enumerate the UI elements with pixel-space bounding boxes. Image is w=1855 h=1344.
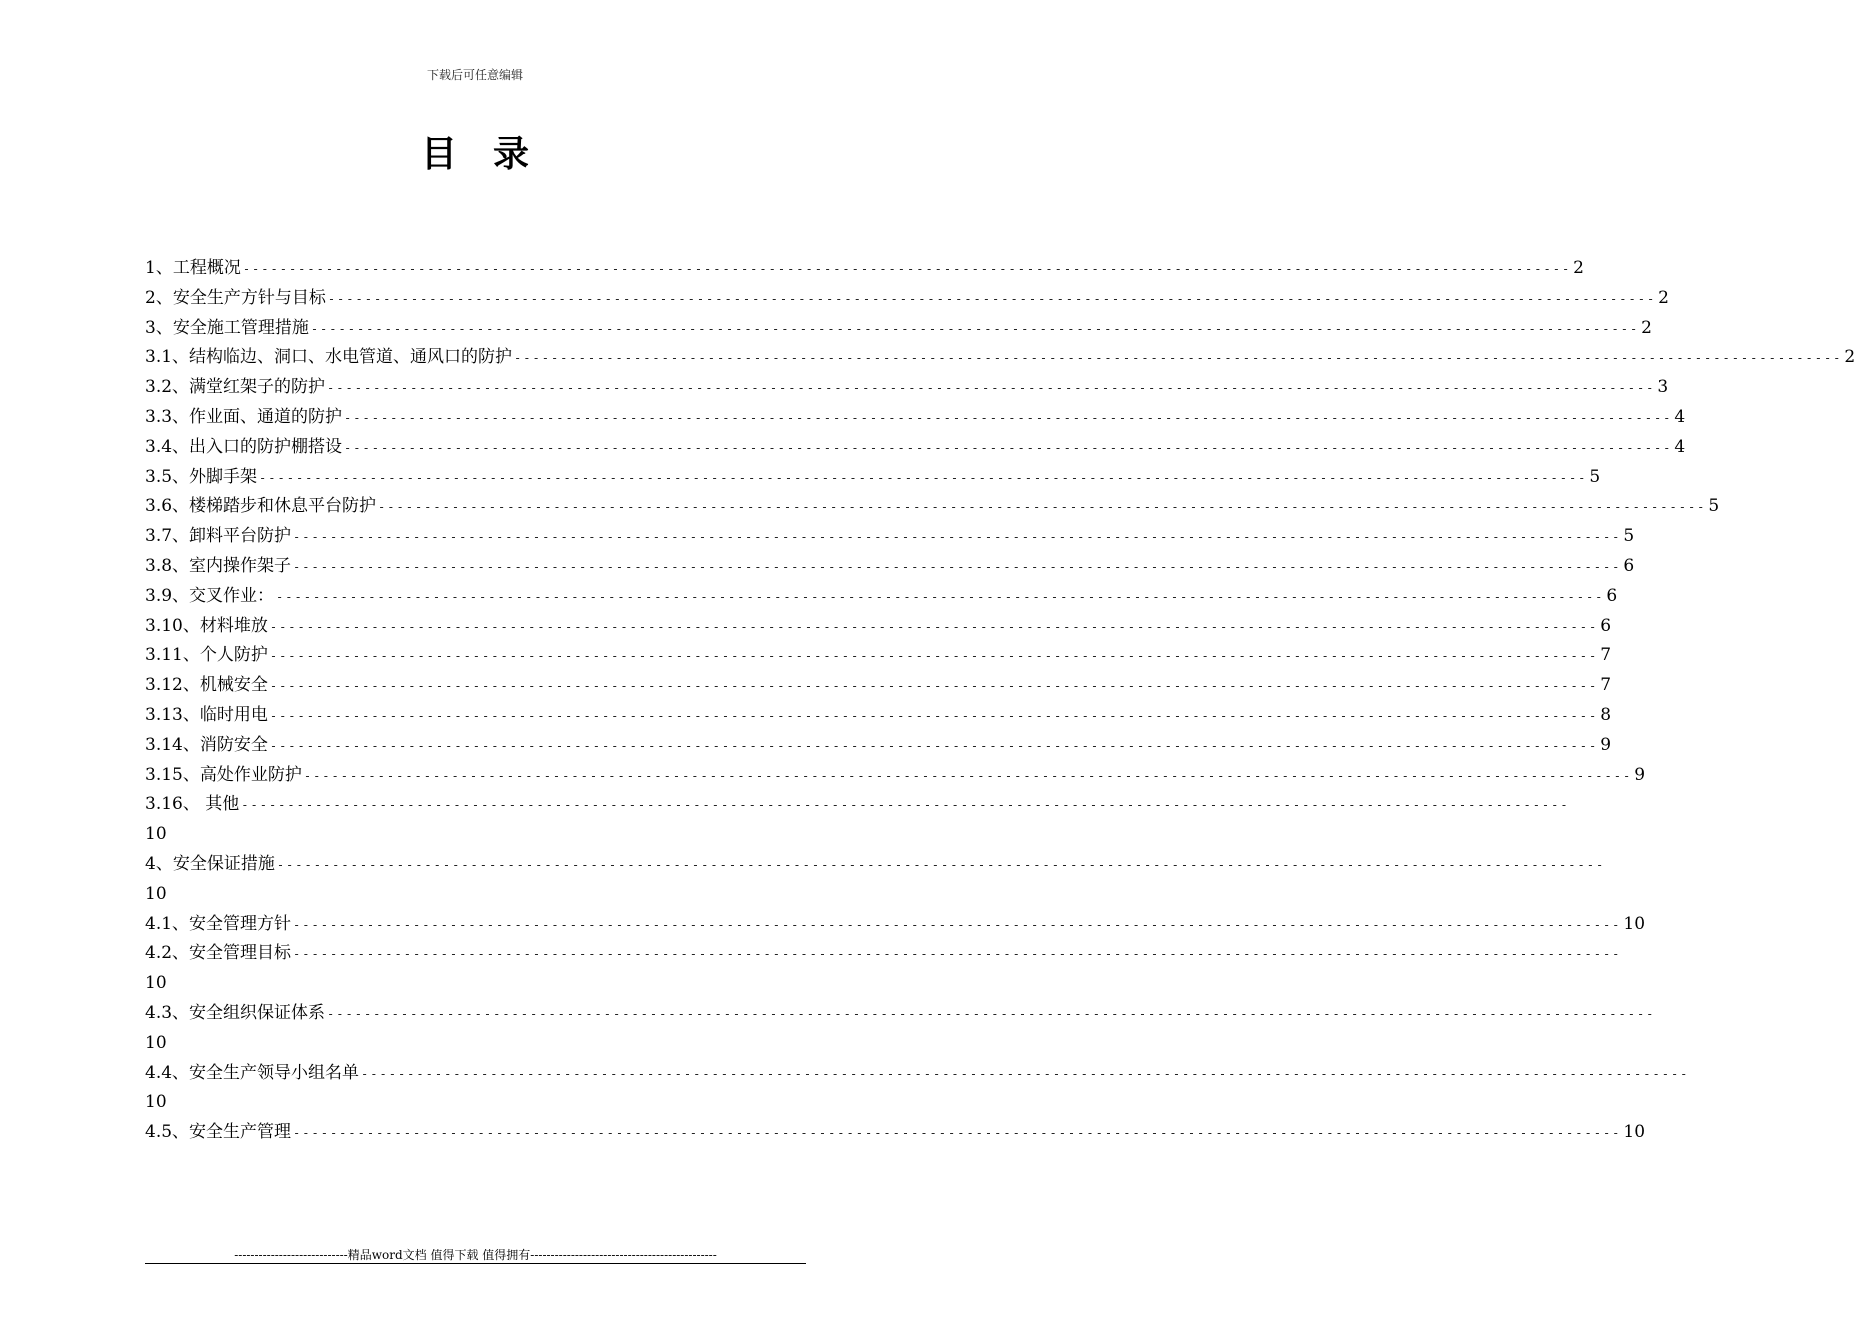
toc-entry-page: 10 — [145, 1032, 167, 1053]
toc-entry-label: 2、安全生产方针与目标 — [145, 287, 326, 308]
toc-entry[interactable] — [145, 433, 1686, 463]
toc-entry[interactable] — [145, 492, 1720, 522]
toc-leader: ------------------------------------------------------------------------------------------------------------------------------------------------ — [241, 798, 1570, 813]
toc-entry-page: 4 — [1674, 436, 1686, 457]
footer-divider — [145, 1263, 806, 1264]
toc-entry-page: 9 — [1634, 764, 1646, 785]
toc-entry[interactable] — [145, 671, 1612, 701]
toc-entry-label: 3.14、消防安全 — [145, 734, 268, 755]
toc-entry[interactable] — [145, 612, 1612, 642]
title-char-left: 目 — [420, 133, 457, 175]
toc-leader: ------------------------------------------------------------------------------------------------------------------------------------------------ — [269, 619, 1599, 634]
toc-entry[interactable] — [145, 641, 1612, 671]
toc-leader: ------------------------------------------------------------------------------------------------------------------------------------------------ — [293, 530, 1622, 545]
toc-entry-label: 3.12、机械安全 — [145, 675, 268, 696]
toc-leader: ------------------------------------------------------------------------------------------------------------------------------------------------ — [293, 947, 1622, 962]
toc-entry-page: 10 — [145, 1092, 167, 1113]
toc-leader: ------------------------------------------------------------------------------------------------------------------------------------------------ — [242, 262, 1572, 276]
toc-entry-label: 3.1、结构临边、洞口、水电管道、通风口的防护 — [145, 347, 513, 368]
toc-entry[interactable] — [145, 254, 1584, 284]
toc-leader: ------------------------------------------------------------------------------------------------------------------------------------------------ — [293, 559, 1622, 574]
toc-leader: ------------------------------------------------------------------------------------------------------------------------------------------------ — [293, 1126, 1622, 1141]
toc-entry[interactable] — [145, 731, 1612, 761]
toc-entry-label: 3.13、临时用电 — [145, 704, 268, 725]
toc-leader: ------------------------------------------------------------------------------------------------------------------------------------------------ — [344, 410, 1673, 425]
toc-entry-label: 3.9、交叉作业： — [145, 585, 275, 606]
toc-leader: ------------------------------------------------------------------------------------------------------------------------------------------------ — [293, 917, 1622, 932]
toc-entry-page: 4 — [1674, 406, 1686, 427]
toc-entry-label: 1、工程概况 — [145, 258, 241, 278]
toc-leader: ------------------------------------------------------------------------------------------------------------------------------------------------ — [269, 649, 1599, 664]
toc-entry[interactable] — [145, 284, 1669, 314]
toc-entry[interactable] — [145, 1059, 1690, 1089]
toc-entry-page: 6 — [1623, 555, 1635, 576]
toc-entry-page: 2 — [1641, 317, 1652, 338]
toc-entry[interactable] — [145, 850, 1606, 880]
header-note: 下载后可任意编辑 — [426, 68, 523, 82]
toc-entry[interactable] — [145, 403, 1686, 433]
toc-leader: ------------------------------------------------------------------------------------------------------------------------------------------------ — [269, 679, 1599, 694]
page-title — [0, 126, 950, 177]
toc-entry-label: 3.4、出入口的防护棚搭设 — [145, 436, 343, 457]
toc-entry[interactable] — [145, 373, 1669, 403]
toc-leader: ------------------------------------------------------------------------------------------------------------------------------------------------ — [327, 381, 1656, 396]
toc-entry[interactable] — [145, 463, 1601, 493]
footer-note: ----------------------------精品word文档 值得下载 值得拥有---------------------------------------------- — [234, 1248, 717, 1262]
toc-entry[interactable] — [145, 999, 1656, 1029]
toc-entry[interactable] — [145, 314, 1652, 344]
toc-entry[interactable] — [145, 701, 1612, 731]
toc-leader: ------------------------------------------------------------------------------------------------------------------------------------------------ — [269, 738, 1599, 753]
toc-entry-label: 3.10、材料堆放 — [145, 615, 268, 636]
toc-entry-page: 10 — [145, 883, 167, 904]
toc-entry-page: 7 — [1600, 645, 1612, 666]
toc-entry-label: 4.2、安全管理目标 — [145, 943, 292, 964]
toc-entry-label: 4.5、安全生产管理 — [145, 1122, 292, 1143]
toc-leader: ------------------------------------------------------------------------------------------------------------------------------------------------ — [514, 351, 1843, 366]
toc-leader: ------------------------------------------------------------------------------------------------------------------------------------------------ — [269, 708, 1599, 723]
toc-leader: ------------------------------------------------------------------------------------------------------------------------------------------------ — [303, 768, 1633, 783]
toc-entry-label: 3.7、卸料平台防护 — [145, 526, 292, 547]
toc-entry-page: 5 — [1623, 526, 1635, 547]
toc-entry-page: 5 — [1708, 496, 1720, 517]
toc-entry[interactable] — [145, 761, 1646, 791]
toc-entry-page: 2 — [1844, 347, 1855, 368]
toc-entry-label: 4.1、安全管理方针 — [145, 913, 292, 934]
toc-entry-page: 2 — [1573, 258, 1584, 278]
toc-leader: ------------------------------------------------------------------------------------------------------------------------------------------------ — [361, 1066, 1690, 1081]
toc-entry-page: 3 — [1657, 377, 1669, 398]
toc-entry[interactable] — [145, 1118, 1646, 1148]
toc-entry-label: 4.3、安全组织保证体系 — [145, 1002, 326, 1023]
toc-entry-label: 3.8、室内操作架子 — [145, 555, 292, 576]
toc-entry-label: 3.11、个人防护 — [145, 645, 268, 666]
toc-entry[interactable] — [145, 343, 1855, 373]
toc-leader: ------------------------------------------------------------------------------------------------------------------------------------------------ — [327, 291, 1657, 306]
toc-entry[interactable] — [145, 552, 1635, 582]
toc-entry-page: 10 — [1623, 913, 1646, 934]
table-of-contents — [145, 254, 1855, 1148]
toc-entry-page: 10 — [1623, 1122, 1646, 1143]
toc-entry-page: 6 — [1600, 615, 1612, 636]
toc-entry-label: 4、安全保证措施 — [145, 853, 275, 874]
toc-entry-page: 10 — [145, 973, 167, 994]
toc-entry-page: 6 — [1606, 585, 1618, 606]
toc-entry-label: 4.4、安全生产领导小组名单 — [145, 1062, 360, 1083]
toc-entry-label: 3.16、 其他 — [145, 794, 240, 815]
toc-leader: ------------------------------------------------------------------------------------------------------------------------------------------------ — [310, 321, 1640, 336]
toc-entry-label: 3.5、外脚手架 — [145, 466, 258, 487]
toc-entry[interactable] — [145, 522, 1635, 552]
toc-entry[interactable] — [145, 790, 1570, 820]
toc-entry-page: 5 — [1589, 466, 1601, 487]
toc-entry-label: 3.3、作业面、通道的防护 — [145, 406, 343, 427]
toc-leader: ------------------------------------------------------------------------------------------------------------------------------------------------ — [276, 589, 1605, 604]
toc-entry[interactable] — [145, 939, 1622, 969]
toc-entry-page: 7 — [1600, 675, 1612, 696]
toc-entry-label: 3.2、满堂红架子的防护 — [145, 377, 326, 398]
toc-entry-page: 8 — [1600, 704, 1612, 725]
toc-leader: ------------------------------------------------------------------------------------------------------------------------------------------------ — [259, 470, 1588, 485]
toc-leader: ------------------------------------------------------------------------------------------------------------------------------------------------ — [276, 857, 1606, 872]
toc-leader: ------------------------------------------------------------------------------------------------------------------------------------------------ — [344, 440, 1673, 455]
toc-entry-label: 3、安全施工管理措施 — [145, 317, 309, 338]
toc-leader: ------------------------------------------------------------------------------------------------------------------------------------------------ — [327, 1006, 1656, 1021]
toc-entry-page: 10 — [145, 824, 167, 845]
toc-entry[interactable] — [145, 910, 1646, 940]
toc-leader: ------------------------------------------------------------------------------------------------------------------------------------------------ — [378, 500, 1707, 515]
toc-entry-page: 9 — [1600, 734, 1612, 755]
toc-entry-label: 3.15、高处作业防护 — [145, 764, 302, 785]
toc-entry-label: 3.6、楼梯踏步和休息平台防护 — [145, 496, 377, 517]
toc-entry-page: 2 — [1658, 287, 1669, 308]
title-char-right: 录 — [493, 133, 530, 175]
toc-entry[interactable] — [145, 582, 1618, 612]
